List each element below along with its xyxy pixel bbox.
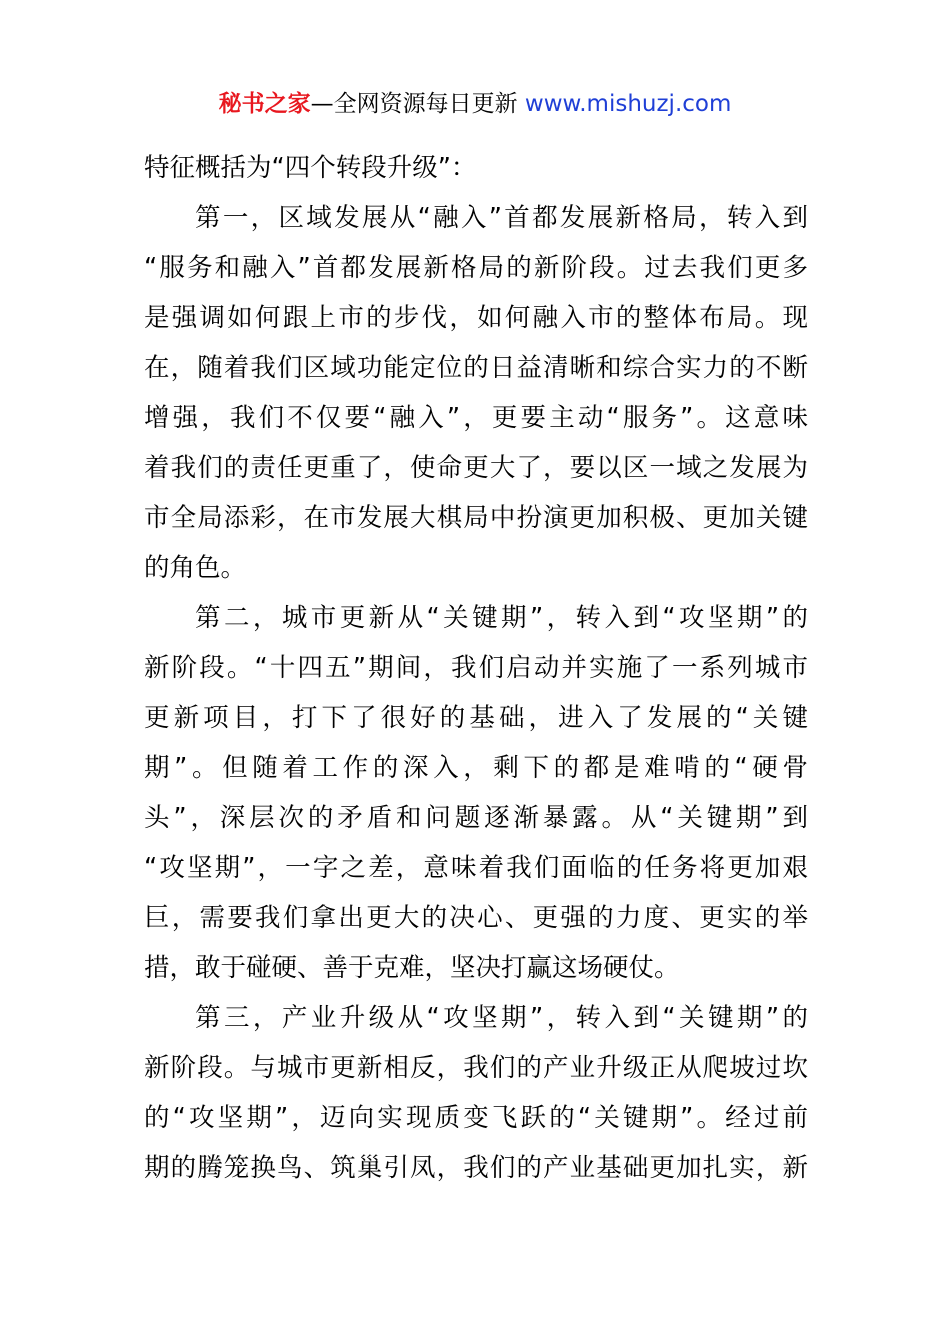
text-line: 的角色。 [144, 553, 247, 583]
text-line: 措，敢于碰硬、善于克难，坚决打赢这场硬仗。 [144, 953, 680, 983]
text-line: “攻坚期”，一字之差，意味着我们面临的任务将更加艰 [144, 853, 808, 883]
site-brand: 秘书之家 [218, 91, 311, 117]
text-line: 增强，我们不仅要“融入”，更要主动“服务”。这意味 [144, 403, 808, 433]
text-line: 第二，城市更新从“关键期”，转入到“攻坚期”的 [195, 603, 808, 633]
text-line: 第一，区域发展从“融入”首都发展新格局，转入到 [195, 203, 808, 233]
text-line: “服务和融入”首都发展新格局的新阶段。过去我们更多 [144, 253, 808, 283]
site-url[interactable]: www.mishuzj.com [524, 91, 732, 117]
text-line: 巨，需要我们拿出更大的决心、更强的力度、更实的举 [144, 903, 808, 933]
text-line: 特征概括为“四个转段升级”： [144, 153, 477, 183]
text-line: 更新项目，打下了很好的基础，进入了发展的“关键 [144, 703, 808, 733]
text-line: 期”。但随着工作的深入，剩下的都是难啃的“硬骨 [144, 753, 808, 783]
text-line: 的“攻坚期”，迈向实现质变飞跃的“关键期”。经过前 [144, 1103, 808, 1133]
site-tagline: —全网资源每日更新 [310, 91, 525, 117]
text-line: 在，随着我们区域功能定位的日益清晰和综合实力的不断 [144, 353, 808, 383]
text-line: 着我们的责任更重了，使命更大了，要以区一域之发展为 [144, 453, 808, 483]
text-line: 头”，深层次的矛盾和问题逐渐暴露。从“关键期”到 [144, 803, 808, 833]
document-body [144, 143, 808, 1193]
text-line: 是强调如何跟上市的步伐，如何融入市的整体布局。现 [144, 303, 808, 333]
text-line: 第三，产业升级从“攻坚期”，转入到“关键期”的 [195, 1003, 808, 1033]
text-line: 市全局添彩，在市发展大棋局中扮演更加积极、更加关键 [144, 503, 808, 533]
text-line: 新阶段。“十四五”期间，我们启动并实施了一系列城市 [144, 653, 808, 683]
text-line: 期的腾笼换鸟、筑巢引凤，我们的产业基础更加扎实，新 [144, 1153, 808, 1183]
page-header [0, 86, 950, 122]
text-line: 新阶段。与城市更新相反，我们的产业升级正从爬坡过坎 [144, 1053, 808, 1083]
